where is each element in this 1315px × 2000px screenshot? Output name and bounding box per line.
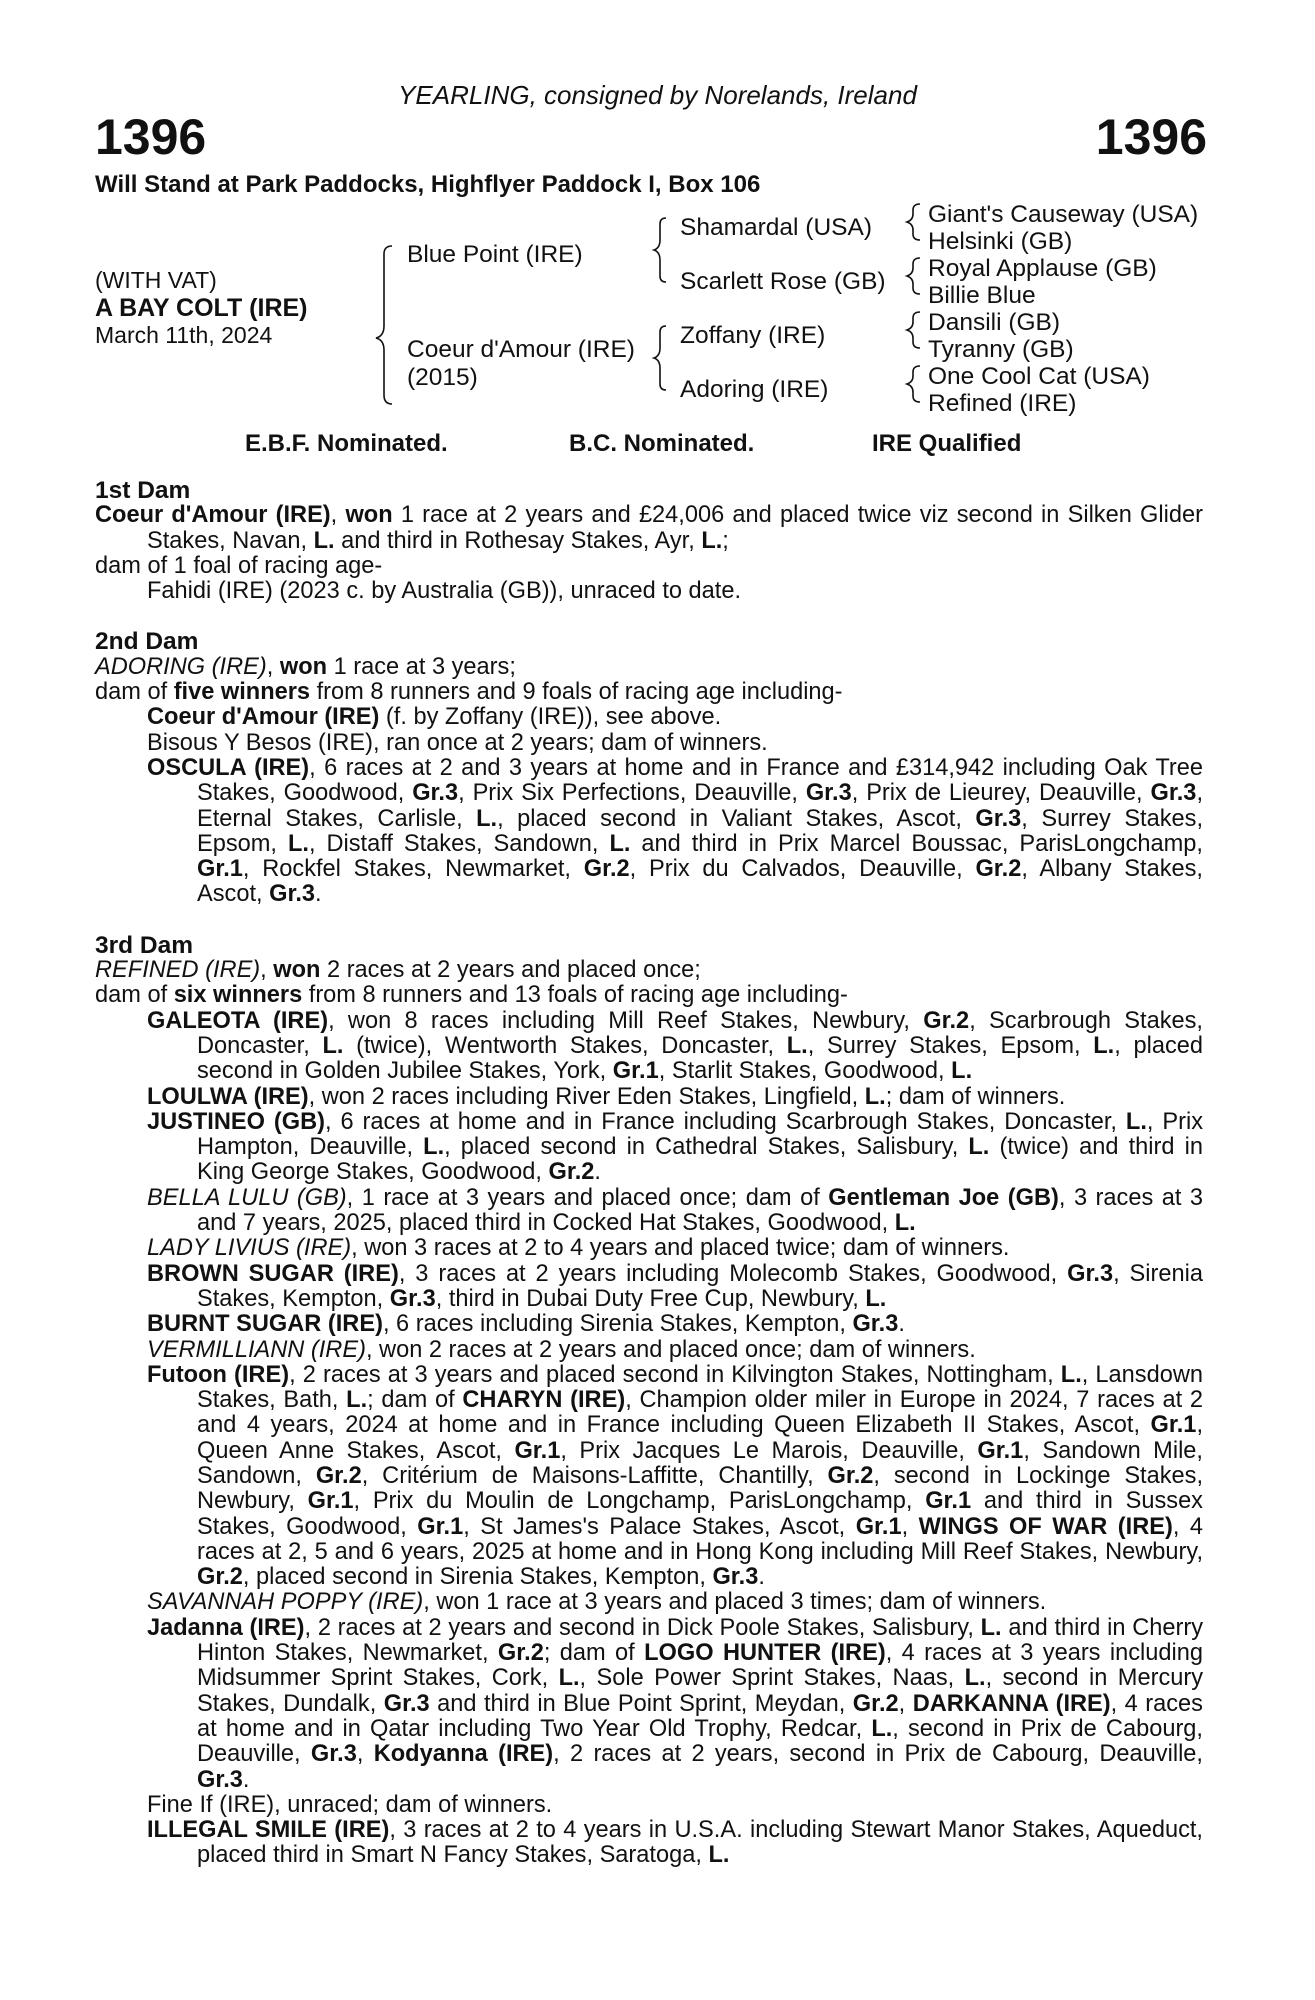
text-run: Futoon (IRE)	[147, 1361, 290, 1388]
text-run: ADORING (IRE)	[95, 653, 267, 680]
text-run: from 8 runners and 13 foals of racing age including-	[302, 982, 848, 1009]
text-run: DARKANNA (IRE)	[912, 1690, 1111, 1717]
text-run: , Starlit Stakes, Goodwood,	[658, 1058, 952, 1085]
pedigree-sire: Blue Point (IRE)	[407, 241, 583, 268]
pedigree-g8: Refined (IRE)	[928, 390, 1077, 417]
family-entry	[95, 503, 1203, 554]
text-run: L.	[322, 1032, 344, 1059]
text-run: , Prix du Calvados, Deauville,	[629, 856, 976, 883]
text-run: L.	[1093, 1032, 1115, 1059]
text-run: , 2 races at 3 years and placed second in Kilvington Stakes, Nottingham,	[289, 1361, 1061, 1388]
text-run: Gr.2	[923, 1007, 970, 1034]
text-run: (f. by Zoffany (IRE)), see above.	[379, 704, 722, 731]
text-run: Gr.1	[977, 1437, 1024, 1464]
text-run: won	[273, 957, 321, 984]
section-heading: 3rd Dam	[95, 931, 194, 959]
text-run: Gr.2	[975, 856, 1022, 883]
text-run: Gr.3	[805, 780, 852, 807]
text-run: L.	[968, 1134, 990, 1161]
text-run: , Distaff Stakes, Sandown,	[308, 830, 610, 857]
text-run: REFINED (IRE)	[95, 957, 261, 984]
pedigree-g4: Billie Blue	[928, 282, 1036, 309]
pedigree-g3: Royal Applause (GB)	[928, 255, 1157, 282]
text-run: CHARYN (IRE)	[462, 1387, 626, 1414]
text-run: , 2 races at 2 years, second in Prix de Cabourg, Deauville,	[553, 1741, 1203, 1768]
pedigree-g7: One Cool Cat (USA)	[928, 363, 1150, 390]
text-run: L.	[1125, 1108, 1147, 1135]
text-run: ; dam of	[367, 1387, 463, 1414]
pedigree-dam-year: (2015)	[407, 364, 478, 391]
text-run: (twice) and third in King George Stakes, Goodwood,	[197, 1134, 1203, 1186]
family-entry	[95, 554, 1203, 579]
catalogue-body	[95, 478, 1203, 1869]
text-run: , Queen Anne Stakes, Ascot,	[197, 1412, 1203, 1464]
family-entry	[95, 1262, 1203, 1313]
text-run: L.	[701, 527, 723, 554]
text-run: , 2 races at 2 years and second in Dick Poole Stakes, Salisbury,	[304, 1614, 981, 1641]
text-run: ; dam of	[543, 1640, 645, 1667]
text-run: won	[279, 653, 328, 680]
text-run: Jadanna (IRE)	[147, 1614, 305, 1641]
nomination-ebf: E.B.F. Nominated.	[245, 430, 448, 457]
text-run: , third in Dubai Duty Free Cup, Newbury,	[435, 1285, 866, 1312]
pedigree-g1: Giant's Causeway (USA)	[928, 201, 1199, 228]
text-run: ,	[266, 653, 280, 680]
text-run: , placed second in Cathedral Stakes, Salisbury,	[444, 1134, 969, 1161]
text-run: OSCULA (IRE)	[147, 754, 310, 781]
family-entry	[95, 1236, 1203, 1261]
text-run: L.	[951, 1058, 973, 1085]
text-run: ,	[901, 1513, 919, 1540]
vat-note: (WITH VAT)	[95, 267, 217, 293]
text-run: Kodyanna (IRE)	[373, 1741, 554, 1768]
text-run: L.	[423, 1134, 445, 1161]
family-entry	[95, 1338, 1203, 1363]
text-run: dam of 1 foal of racing age-	[95, 552, 383, 579]
text-run: dam of	[95, 679, 174, 706]
text-run: , placed second in Valiant Stakes, Ascot,	[497, 805, 976, 832]
text-run: L.	[964, 1665, 986, 1692]
text-run: ,	[330, 502, 338, 529]
text-run: , Sandown Mile, Sandown,	[197, 1437, 1203, 1489]
text-run: ; dam of winners.	[885, 1083, 1066, 1110]
text-run: , Albany Stakes, Ascot,	[197, 856, 1203, 908]
text-run: , placed second in Sirenia Stakes, Kempton,	[242, 1564, 713, 1591]
section-gap	[95, 604, 1203, 629]
text-run: , second in Mercury Stakes, Dundalk,	[197, 1665, 1204, 1717]
pedigree-g6: Tyranny (GB)	[928, 336, 1074, 363]
text-run: L.	[786, 1032, 808, 1059]
text-run: , Sole Power Sprint Stakes, Naas,	[579, 1665, 965, 1692]
text-run: , Prix Six Perfections, Deauville,	[458, 780, 806, 807]
text-run: and third in Rothesay Stakes, Ayr,	[334, 527, 702, 554]
text-run: L.	[708, 1842, 730, 1869]
text-run: , Surrey Stakes, Epsom,	[197, 805, 1204, 857]
text-run: Gr.1	[197, 856, 243, 883]
text-run: GALEOTA (IRE)	[147, 1007, 329, 1034]
text-run: L.	[558, 1665, 580, 1692]
text-run: Gr.2	[197, 1564, 243, 1591]
text-run: (twice), Wentworth Stakes, Doncaster,	[343, 1032, 787, 1059]
text-run: , Surrey Stakes, Epsom,	[807, 1032, 1094, 1059]
nomination-ire: IRE Qualified	[872, 430, 1022, 457]
text-run: VERMILLIANN (IRE)	[147, 1336, 366, 1363]
text-run: L.	[1060, 1361, 1082, 1388]
text-run: , second in Prix de Cabourg, Deauville,	[197, 1715, 1203, 1768]
text-run: , 4 races at 3 years including Midsummer Sprint Stakes, Cork,	[197, 1640, 1203, 1692]
text-run: and third in Prix Marcel Boussac, ParisLongchamp,	[630, 830, 1203, 857]
text-run: and third in Sussex Stakes, Goodwood,	[197, 1488, 1203, 1540]
section-gap	[95, 908, 1203, 933]
text-run: and third in Blue Point Sprint, Meydan,	[429, 1690, 853, 1717]
text-run: Gr.3	[1150, 780, 1197, 807]
text-run: Gr.2	[548, 1159, 595, 1186]
text-run: Gr.3	[197, 1766, 243, 1793]
family-entry	[95, 756, 1203, 908]
text-run: .	[758, 1564, 765, 1591]
consignment-subtitle: YEARLING, consigned by Norelands, Ireland	[398, 80, 917, 110]
text-run: L.	[287, 830, 309, 857]
family-entry	[95, 1793, 1203, 1818]
text-run: Gr.1	[417, 1513, 464, 1540]
text-run: .	[242, 1766, 250, 1793]
text-run: , won 8 races including Mill Reef Stakes, Newbury,	[328, 1007, 924, 1034]
text-run: Gr.2	[827, 1462, 874, 1489]
text-run: Gr.3	[1067, 1260, 1114, 1287]
text-run: and third in Cherry Hinton Stakes, Newmarket,	[197, 1614, 1203, 1667]
text-run: Coeur d'Amour (IRE)	[147, 704, 380, 731]
family-entry	[95, 1186, 1203, 1237]
text-run: , Prix du Moulin de Longchamp, ParisLongchamp,	[353, 1488, 926, 1515]
text-run: Gr.1	[1150, 1412, 1197, 1439]
pedigree-dam-dam: Adoring (IRE)	[680, 376, 829, 403]
text-run: LOULWA (IRE)	[147, 1083, 309, 1110]
horse-name: A BAY COLT (IRE)	[95, 294, 308, 322]
family-entry	[95, 958, 1203, 983]
stand-location: Will Stand at Park Paddocks, Highflyer Paddock I, Box 106	[95, 171, 761, 198]
text-run: Gr.3	[310, 1741, 357, 1768]
text-run: five winners	[173, 679, 311, 706]
text-run: , Rockfel Stakes, Newmarket,	[242, 856, 584, 883]
text-run: JUSTINEO (GB)	[147, 1108, 326, 1135]
text-run: LOGO HUNTER (IRE)	[644, 1640, 886, 1667]
text-run: , Eternal Stakes, Carlisle,	[197, 780, 1203, 832]
family-entry	[95, 705, 1203, 730]
text-run: .	[594, 1159, 601, 1186]
text-run: Gr.2	[315, 1462, 362, 1489]
text-run: , 4 races at home and in Qatar including Two Year Old Trophy, Redcar,	[197, 1690, 1203, 1742]
text-run: , 3 races at 2 years including Molecomb Stakes, Goodwood,	[398, 1260, 1068, 1287]
text-run: , 6 races at 2 and 3 years at home and in France and £314,942 including Oak Tree Stakes, Goodwood,	[197, 754, 1203, 807]
family-entry	[95, 1110, 1203, 1186]
text-run: WINGS OF WAR (IRE)	[918, 1513, 1173, 1540]
text-run: BROWN SUGAR (IRE)	[147, 1260, 399, 1287]
text-run: , 1 race at 3 years and placed once; dam of	[346, 1184, 829, 1211]
text-run: , Critérium de Maisons-Laffitte, Chantilly,	[361, 1462, 828, 1489]
family-entry	[95, 579, 1203, 604]
text-run: Gr.2	[852, 1690, 899, 1717]
family-entry	[95, 1363, 1203, 1591]
text-run: , Champion older miler in Europe in 2024, 7 races at 2 and 4 years, 2024 at home and in France including Queen Elizabeth II Stakes, Ascot,	[197, 1387, 1204, 1439]
text-run: ,	[356, 1741, 374, 1768]
lot-number-left: 1396	[95, 109, 207, 165]
text-run: BURNT SUGAR (IRE)	[147, 1311, 383, 1338]
text-run: L.	[871, 1715, 893, 1742]
text-run: six winners	[173, 982, 303, 1009]
text-run: Gr.3	[269, 881, 316, 908]
pedigree-dam-sire: Zoffany (IRE)	[680, 322, 826, 349]
text-run: , won 3 races at 2 to 4 years and placed twice; dam of winners.	[351, 1235, 1010, 1262]
text-run: Gr.3	[383, 1690, 430, 1717]
nomination-bc: B.C. Nominated.	[569, 430, 755, 457]
text-run: dam of	[95, 982, 174, 1009]
text-run: Coeur d'Amour (IRE)	[95, 502, 331, 529]
pedigree-dam: Coeur d'Amour (IRE)	[407, 336, 635, 363]
text-run: 1 race at 2 years and £24,006 and placed twice viz second in Silken Glider Stakes, Navan,	[147, 502, 1203, 554]
pedigree-g5: Dansili (GB)	[928, 309, 1061, 336]
text-run: Gr.3	[389, 1285, 436, 1312]
family-entry	[95, 1818, 1203, 1869]
text-run: Gr.1	[925, 1488, 972, 1515]
pedigree-sire-sire: Shamardal (USA)	[680, 214, 872, 241]
text-run: Gentleman Joe (GB)	[828, 1184, 1059, 1211]
text-run: .	[898, 1311, 905, 1338]
text-run: , Prix Hampton, Deauville,	[197, 1108, 1204, 1161]
text-run: , 3 races at 3 and 7 years, 2025, placed third in Cocked Hat Stakes, Goodwood,	[197, 1184, 1204, 1237]
text-run: 2 races at 2 years and placed once;	[320, 957, 701, 984]
text-run: Gr.1	[307, 1488, 354, 1515]
family-entry	[95, 983, 1203, 1008]
text-run: L.	[609, 830, 631, 857]
text-run: , won 2 races at 2 years and placed once; dam of winners.	[365, 1336, 976, 1363]
pedigree-sire-dam: Scarlett Rose (GB)	[680, 268, 886, 295]
text-run: .	[315, 881, 322, 908]
text-run: L.	[865, 1285, 887, 1312]
text-run: L.	[476, 805, 498, 832]
text-run: , second in Lockinge Stakes, Newbury,	[197, 1462, 1204, 1515]
section-heading: 2nd Dam	[95, 628, 199, 656]
text-run: L.	[894, 1210, 916, 1237]
text-run: Fine If (IRE), unraced; dam of winners.	[147, 1791, 553, 1818]
text-run: , Prix de Lieurey, Deauville,	[851, 780, 1151, 807]
text-run: Gr.2	[583, 856, 630, 883]
text-run: , won 2 races including River Eden Stakes, Lingfield,	[308, 1083, 865, 1110]
family-entry	[95, 655, 1203, 680]
text-run: Fahidi (IRE) (2023 c. by Australia (GB)), unraced to date.	[147, 578, 742, 605]
text-run: , Prix Jacques Le Marois, Deauville,	[560, 1437, 978, 1464]
text-run: Gr.3	[412, 780, 459, 807]
text-run: , 6 races including Sirenia Stakes, Kempton,	[382, 1311, 853, 1338]
family-entry	[95, 680, 1203, 705]
text-run: Gr.2	[497, 1640, 544, 1667]
text-run: , 3 races at 2 to 4 years in U.S.A. including Stewart Manor Stakes, Aqueduct, placed third in Smart N Fancy Stakes, Saratoga,	[197, 1817, 1203, 1869]
text-run: 1 race at 3 years;	[327, 653, 516, 680]
family-entry	[95, 1616, 1203, 1793]
family-entry	[95, 1009, 1203, 1085]
text-run: Bisous Y Besos (IRE), ran once at 2 years; dam of winners.	[147, 729, 768, 756]
horse-dob: March 11th, 2024	[95, 322, 273, 348]
family-entry	[95, 1085, 1203, 1110]
text-run: LADY LIVIUS (IRE)	[147, 1235, 352, 1262]
text-run: L.	[864, 1083, 886, 1110]
text-run: , placed second in Golden Jubilee Stakes, York,	[197, 1032, 1203, 1085]
text-run: , Sirenia Stakes, Kempton,	[197, 1260, 1203, 1312]
text-run: , 6 races at home and in France including Scarbrough Stakes, Doncaster,	[325, 1108, 1126, 1135]
text-run: , Scarbrough Stakes, Doncaster,	[197, 1007, 1203, 1059]
text-run: Gr.3	[852, 1311, 899, 1338]
text-run: ILLEGAL SMILE (IRE)	[147, 1817, 390, 1844]
text-run: Gr.1	[855, 1513, 902, 1540]
text-run: ;	[722, 527, 729, 554]
text-run: Gr.3	[712, 1564, 759, 1591]
text-run: , won 1 race at 3 years and placed 3 times; dam of winners.	[423, 1589, 1047, 1616]
text-run: L.	[980, 1614, 1002, 1641]
text-run: L.	[313, 527, 335, 554]
text-run: BELLA LULU (GB)	[147, 1184, 347, 1211]
text-run: SAVANNAH POPPY (IRE)	[147, 1589, 424, 1616]
text-run: Gr.1	[514, 1437, 561, 1464]
pedigree-g2: Helsinki (GB)	[928, 228, 1073, 255]
text-run: from 8 runners and 9 foals of racing age including-	[310, 679, 843, 706]
family-entry	[95, 1312, 1203, 1337]
text-run: Gr.3	[975, 805, 1022, 832]
section-heading: 1st Dam	[95, 477, 191, 504]
text-run: L.	[346, 1387, 368, 1414]
family-entry	[95, 1590, 1203, 1615]
family-entry	[95, 731, 1203, 756]
text-run: won	[337, 502, 393, 529]
lot-number-right: 1396	[1095, 109, 1207, 165]
text-run: ,	[260, 957, 274, 984]
text-run: , St James's Palace Stakes, Ascot,	[463, 1513, 856, 1540]
text-run: , Lansdown Stakes, Bath,	[197, 1361, 1203, 1414]
text-run: , 4 races at 2, 5 and 6 years, 2025 at home and in Hong Kong including Mill Reef Stakes, Newbury,	[197, 1513, 1203, 1565]
text-run: ,	[898, 1690, 913, 1717]
text-run: Gr.1	[612, 1058, 659, 1085]
